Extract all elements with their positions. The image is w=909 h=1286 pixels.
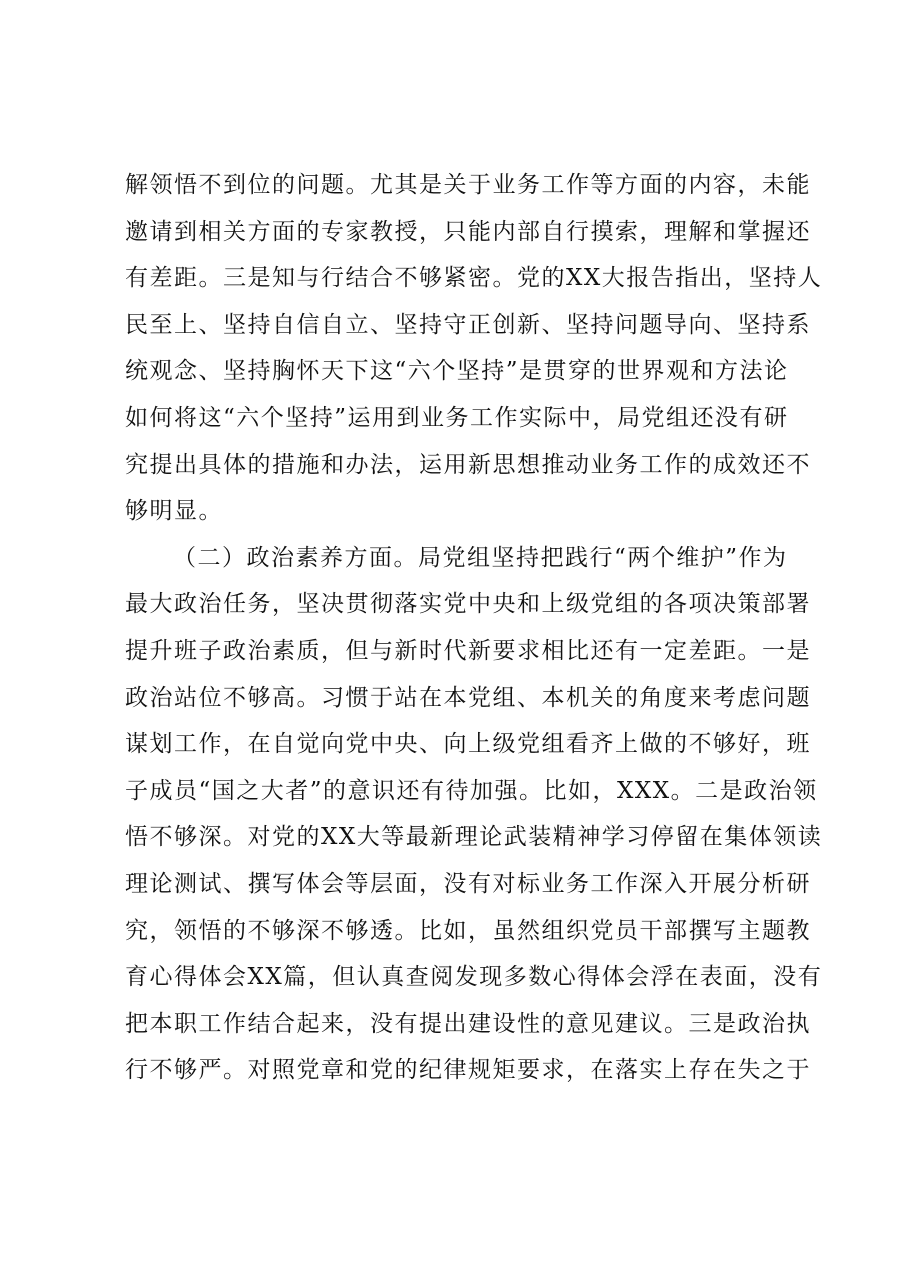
text-line: 育心得体会XX篇，但认真查阅发现多数心得体会浮在表面，没有 bbox=[125, 964, 823, 991]
text-line: 行不够严。对照党章和党的纪律规矩要求，在落实上存在失之于 bbox=[125, 1057, 811, 1084]
text-line: 解领悟不到位的问题。尤其是关于业务工作等方面的内容，未能 bbox=[125, 172, 811, 198]
text-line: 最大政治任务，坚决贯彻落实党中央和上级党组的各项决策部署 bbox=[125, 591, 811, 618]
text-line: 谋划工作，在自觉向党中央、向上级党组看齐上做的不够好，班 bbox=[125, 731, 811, 758]
text-line: 究，领悟的不够深不够透。比如，虽然组织党员干部撰写主题教 bbox=[125, 917, 811, 944]
text-line: 究提出具体的措施和办法，运用新思想推动业务工作的成效还不 bbox=[125, 451, 811, 478]
text-line: 政治站位不够高。习惯于站在本党组、本机关的角度来考虑问题 bbox=[125, 684, 811, 711]
text-line: 统观念、坚持胸怀天下这“六个坚持”是贯穿的世界观和方法论 bbox=[125, 358, 789, 385]
text-line: 把本职工作结合起来，没有提出建设性的意见建议。三是政治执 bbox=[125, 1010, 811, 1037]
text-line: 邀请到相关方面的专家教授，只能内部自行摸索，理解和掌握还 bbox=[125, 218, 811, 245]
text-line: 悟不够深。对党的XX大等最新理论武装精神学习停留在集体领读 bbox=[125, 824, 823, 851]
text-line: 民至上、坚持自信自立、坚持守正创新、坚持问题导向、坚持系 bbox=[125, 311, 811, 338]
text-line: 如何将这“六个坚持”运用到业务工作实际中，局党组还没有研 bbox=[125, 404, 789, 431]
text-line: 有差距。三是知与行结合不够紧密。党的XX大报告指出，坚持人 bbox=[125, 265, 823, 292]
body-text bbox=[125, 162, 825, 1094]
section-heading-line: （二）政治素养方面。局党组坚持把践行“两个维护”作为 bbox=[173, 544, 788, 571]
text-line: 理论测试、撰写体会等层面，没有对标业务工作深入开展分析研 bbox=[125, 870, 811, 897]
text-line: 够明显。 bbox=[125, 498, 223, 525]
text-line: 子成员“国之大者”的意识还有待加强。比如，XXX。二是政治领 bbox=[125, 777, 818, 804]
text-line: 提升班子政治素质，但与新时代新要求相比还有一定差距。一是 bbox=[125, 637, 811, 664]
